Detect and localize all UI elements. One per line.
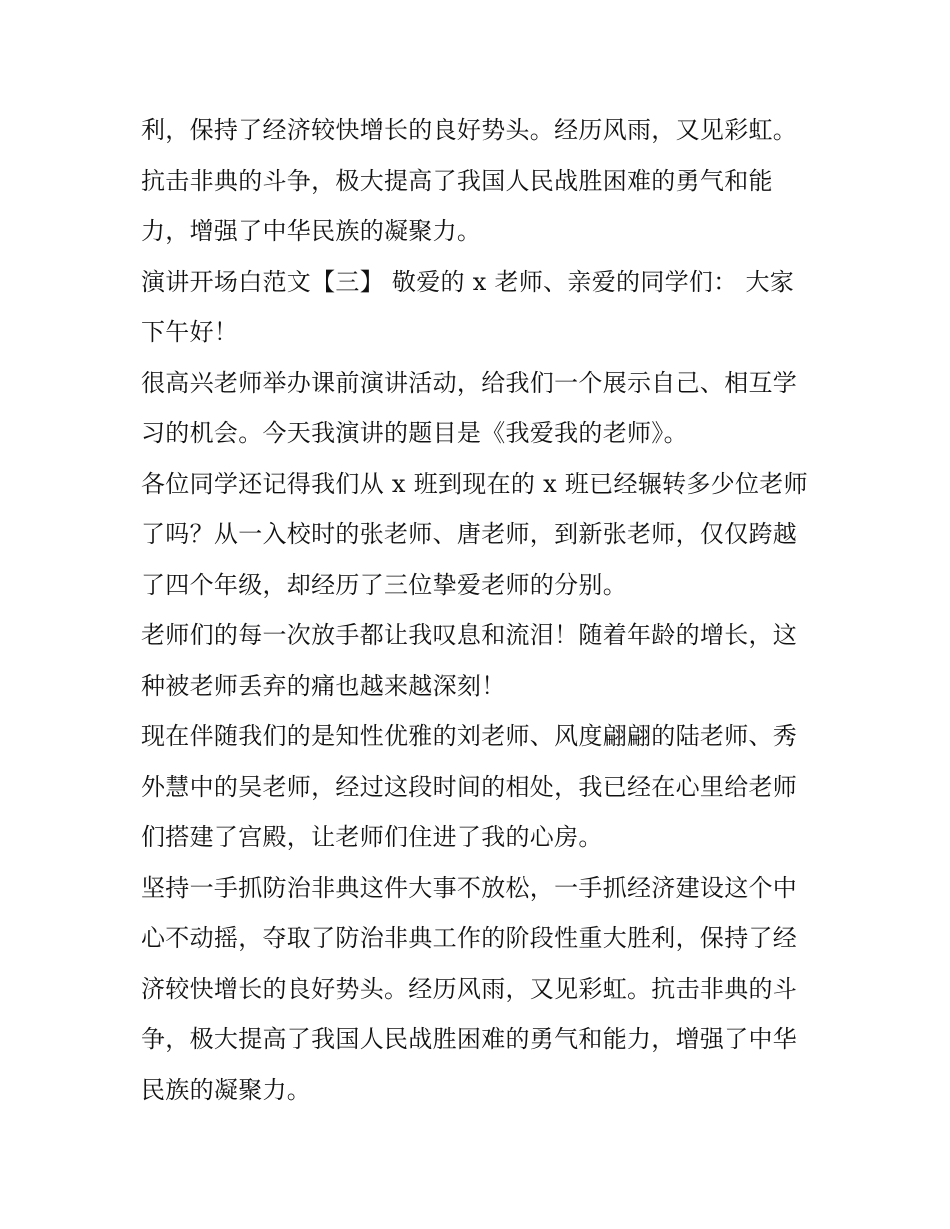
text-line: 了吗？从一入校时的张老师、唐老师，到新张老师，仅仅跨越 <box>141 520 798 548</box>
text-line: 坚持一手抓防治非典这件大事不放松，一手抓经济建设这个中 <box>141 874 798 902</box>
text-line: 老师们的每一次放手都让我叹息和流泪！随着年龄的增长，这 <box>141 621 798 649</box>
text-line: 现在伴随我们的是知性优雅的刘老师、风度翩翩的陆老师、秀 <box>141 722 798 750</box>
text-line: 济较快增长的良好势头。经历风雨，又见彩虹。抗击非典的斗 <box>141 975 798 1003</box>
text-line: 抗击非典的斗争，极大提高了我国人民战胜困难的勇气和能 <box>141 167 773 195</box>
text-line: 了四个年级，却经历了三位挚爱老师的分别。 <box>141 571 627 599</box>
text-line: 争，极大提高了我国人民战胜困难的勇气和能力，增强了中华 <box>141 1025 798 1053</box>
text-line: 利，保持了经济较快增长的良好势头。经历风雨，又见彩虹。 <box>141 116 798 144</box>
text-line: 习的机会。今天我演讲的题目是《我爱我的老师》。 <box>141 419 688 447</box>
text-line: 很高兴老师举办课前演讲活动，给我们一个展示自己、相互学 <box>141 369 798 397</box>
text-line: 种被老师丢弃的痛也越来越深刻！ <box>141 672 506 700</box>
text-line: 演讲开场白范文【三】 敬爱的 x 老师、亲爱的同学们： 大家 <box>141 268 795 296</box>
text-line: 民族的凝聚力。 <box>141 1076 312 1104</box>
text-line: 心不动摇，夺取了防治非典工作的阶段性重大胜利，保持了经 <box>141 924 798 952</box>
text-line: 外慧中的吴老师，经过这段时间的相处，我已经在心里给老师 <box>141 773 798 801</box>
text-line: 力，增强了中华民族的凝聚力。 <box>141 217 482 245</box>
text-line: 下午好！ <box>141 318 239 346</box>
text-line: 们搭建了宫殿，让老师们住进了我的心房。 <box>141 823 603 851</box>
text-line: 各位同学还记得我们从 x 班到现在的 x 班已经辗转多少位老师 <box>141 470 808 498</box>
